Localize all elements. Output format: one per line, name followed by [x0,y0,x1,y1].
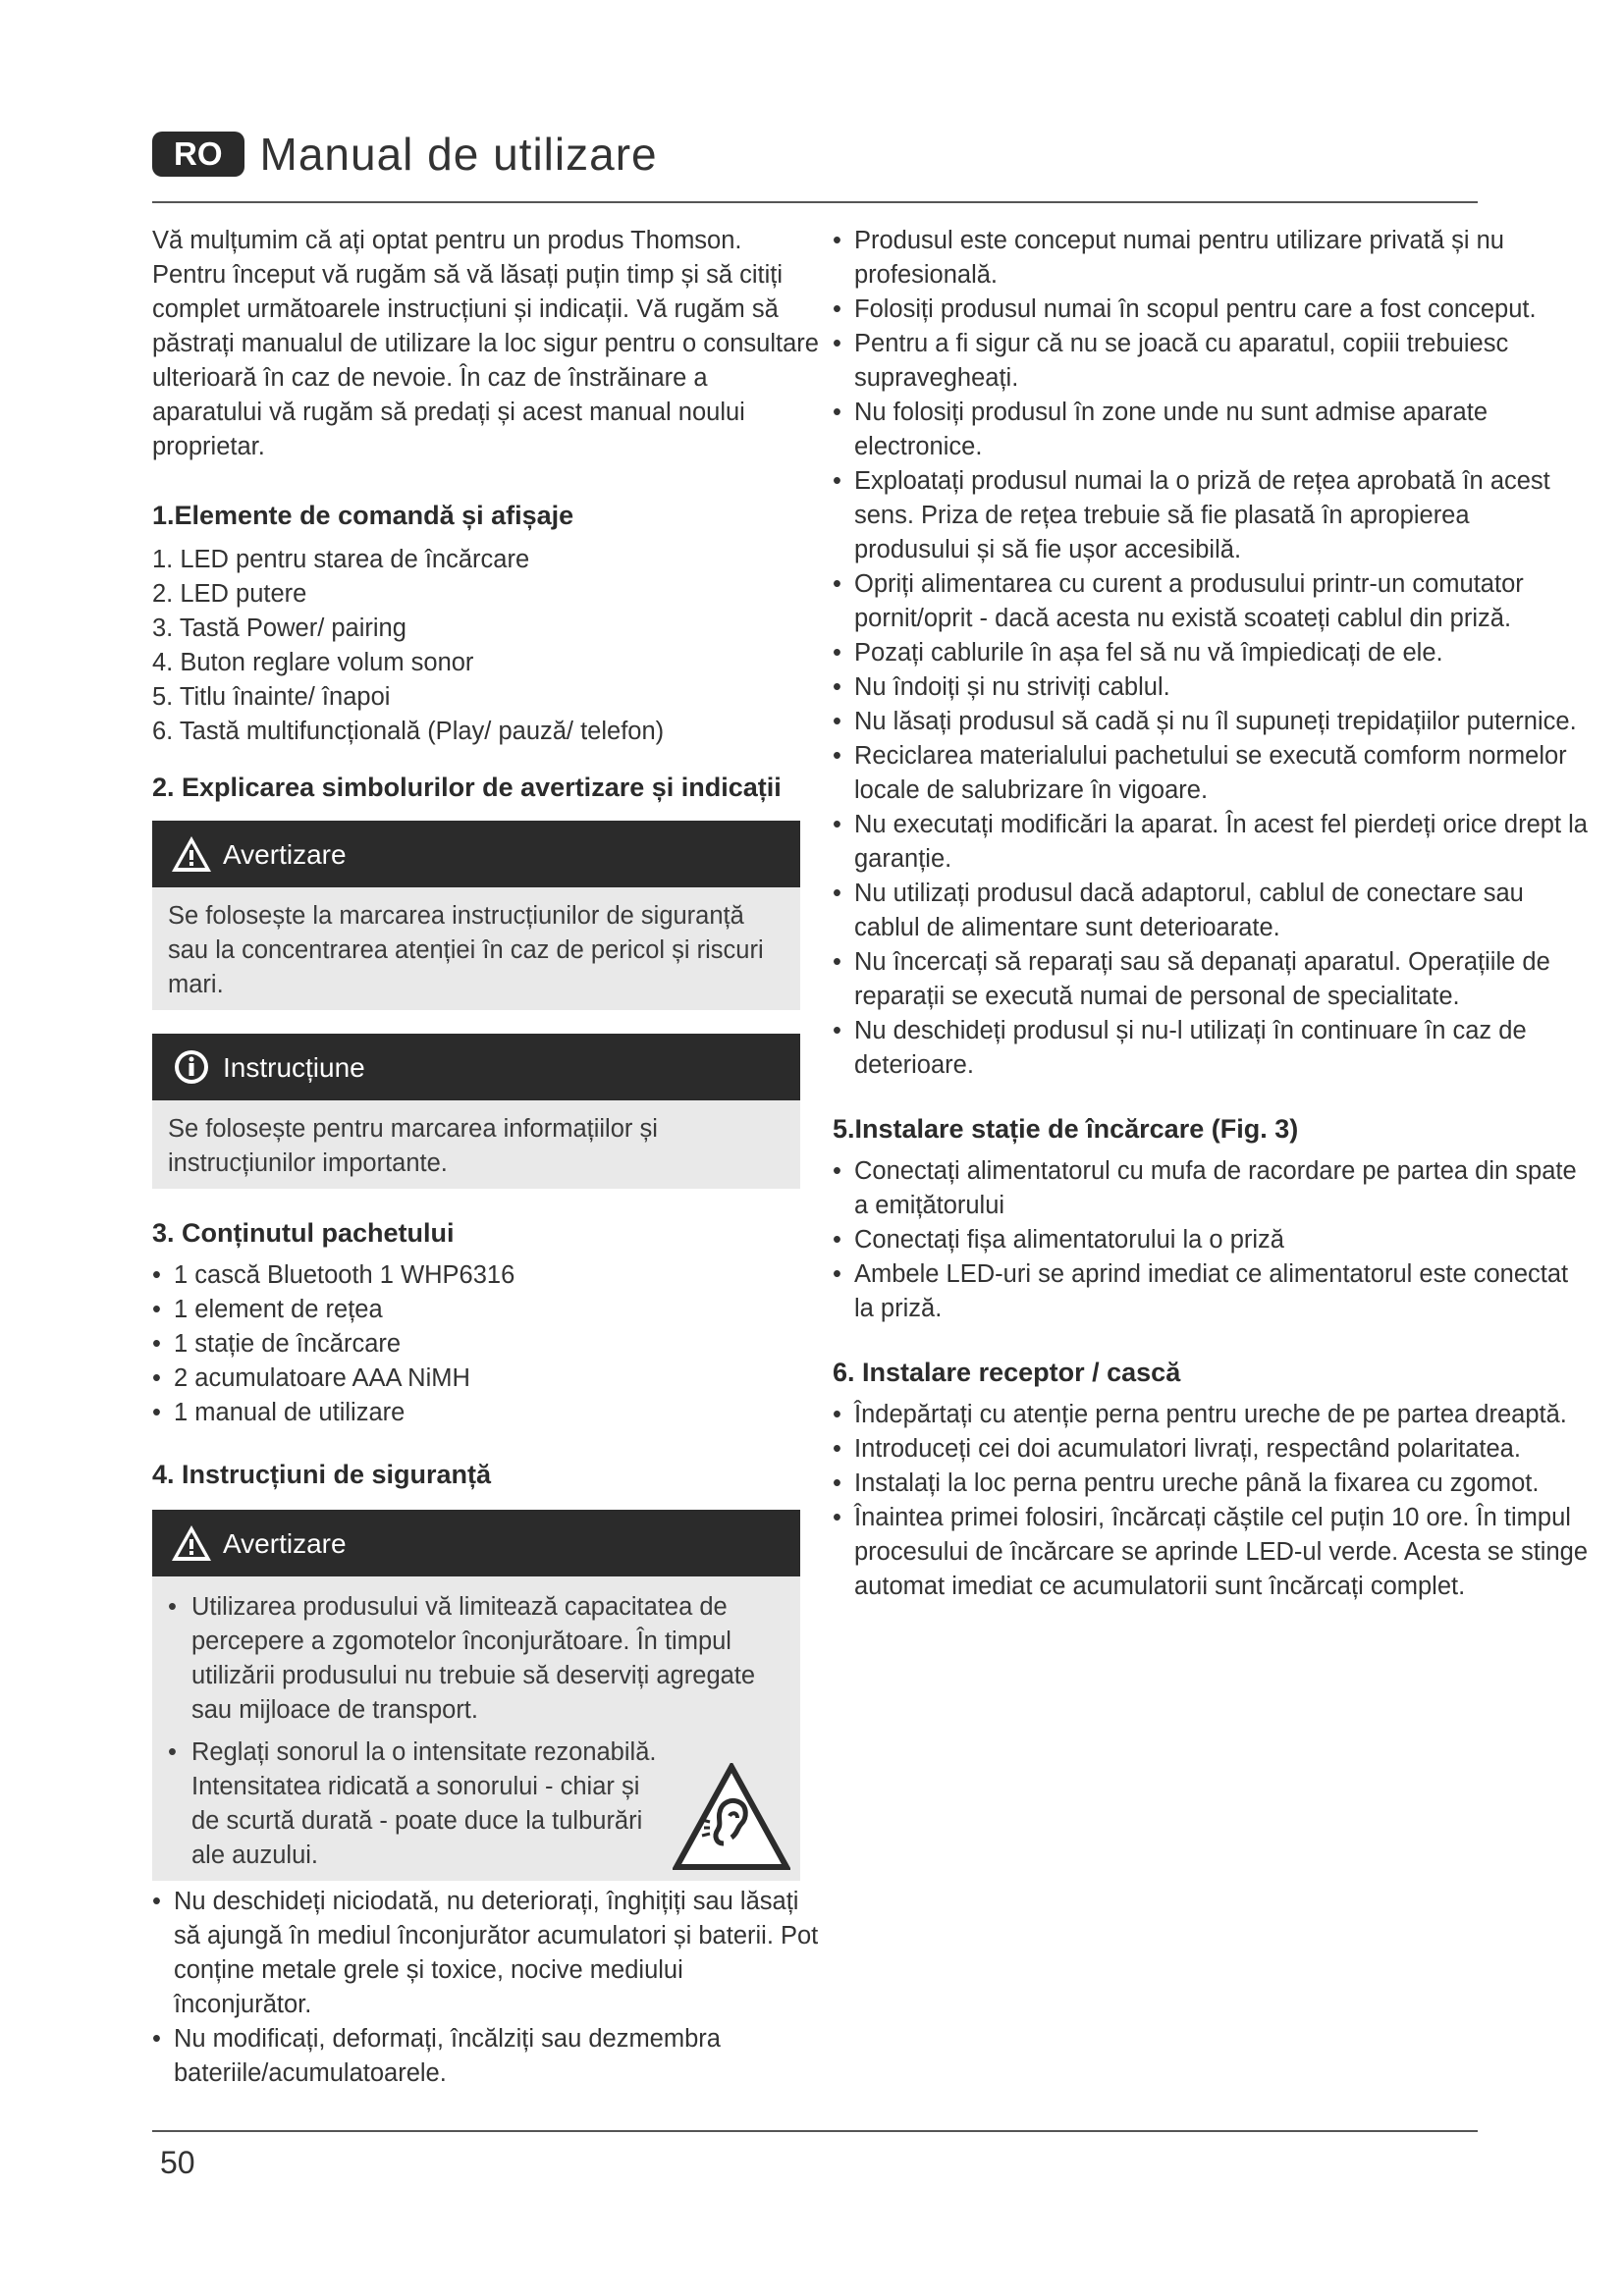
warning-box-header [152,821,800,887]
controls-list [152,543,820,749]
list-item: • 1 manual de utilizare [152,1396,820,1430]
list-item: • Nu modificați, deformați, încălziți sau dezmembra bateriile/acumulatoarele. [152,2022,820,2091]
receiver-install-list [833,1398,1589,1604]
list-item: • Nu lăsați produsul să cadă și nu îl supuneți trepidațiilor puternice. [833,705,1589,739]
package-contents-list [152,1258,820,1430]
right-column [833,224,1589,1604]
warning-box-text: Se folosește la marcarea instrucțiunilor de siguranță sau la concentrarea atenției în caz de pericol și riscuri mari. [152,887,800,1010]
list-item: • Nu folosiți produsul în zone unde nu sunt admise aparate electronice. [833,396,1589,464]
info-circle-icon [170,1047,213,1087]
list-item: • Nu deschideți niciodată, nu deteriorați, înghițiți sau lăsați să ajungă în mediul înconjurător acumulatori și baterii. Pot conține metale grele și toxice, nocive mediului înconjurător. [152,1885,820,2022]
language-badge: RO [152,132,244,177]
safety-warning-box [152,1510,800,1881]
list-item: • Nu utilizați produsul dacă adaptorul, cablul de conectare sau cablul de alimentare sunt deterioarate. [833,877,1589,945]
safety-warning-header [152,1510,800,1576]
list-item: • Folosiți produsul numai în scopul pentru care a fost conceput. [833,293,1589,327]
list-item: • Nu executați modificări la aparat. În acest fel pierdeți orice drept la garanție. [833,808,1589,877]
section-2-title: 2. Explicarea simbolurilor de avertizare și indicații [152,773,782,802]
hearing-warning-icon [673,1763,790,1871]
list-item: • 2 acumulatoare AAA NiMH [152,1362,820,1396]
section-3-title: 3. Conținutul pachetului [152,1218,455,1248]
list-item: • Conectați alimentatorul cu mufa de racordare pe partea din spate a emițătorului [833,1154,1589,1223]
list-item: • Introduceți cei doi acumulatori livrați, respectând polaritatea. [833,1432,1589,1467]
section-6-title: 6. Instalare receptor / cască [833,1358,1181,1387]
left-column [152,224,820,2091]
list-item: • Produsul este conceput numai pentru utilizare privată și nu profesională. [833,224,1589,293]
list-item: • 1 cască Bluetooth 1 WHP6316 [152,1258,820,1293]
list-item: • Instalați la loc perna pentru ureche până la fixarea cu zgomot. [833,1467,1589,1501]
section-4-title: 4. Instrucțiuni de siguranță [152,1460,492,1489]
list-item: 6. Tastă multifuncțională (Play/ pauză/ telefon) [152,718,665,745]
info-box-header [152,1034,800,1100]
list-item: • Utilizarea produsului vă limitează capacitatea de percepere a zgomotelor înconjurătoare. În timpul utilizării produsului nu trebuie să deserviți agregate sau mijloace de transport. [168,1590,785,1728]
list-item: • Exploatați produsul numai la o priză de rețea aprobată în acest sens. Priza de rețea trebuie să fie plasată în apropierea produsului și să fie ușor accesibilă. [833,464,1589,567]
info-box [152,1034,800,1189]
list-item: 1. LED pentru starea de încărcare [152,546,530,573]
page-number: 50 [160,2145,195,2180]
list-item: • Nu îndoiți și nu striviți cablul. [833,670,1589,705]
footer-divider [152,2130,1478,2132]
section-5-title: 5.Instalare stație de încărcare (Fig. 3) [833,1114,1299,1144]
safety-warning-body [152,1576,800,1881]
safety-list-left [152,1885,820,2091]
charging-station-list [833,1154,1589,1326]
list-item: 3. Tastă Power/ pairing [152,614,406,642]
info-box-text: Se folosește pentru marcarea informațiilor și instrucțiunilor importante. [152,1100,800,1189]
intro-paragraph: Vă mulțumim că ați optat pentru un produs Thomson. Pentru început vă rugăm să vă lăsați puțin timp și să citiți complet următoarele instrucțiuni și indicații. Vă rugăm să păstrați manualul de utilizare la loc sigur pentru o consultare ulterioară în caz de nevoie. În caz de înstrăinare a aparatului vă rugăm să predați și acest manual noului proprietar. [152,227,819,460]
safety-list-right [833,224,1589,1083]
list-item: • Opriți alimentarea cu curent a produsului printr-un comutator pornit/oprit - dacă acesta nu există scoateți cablul din priză. [833,567,1589,636]
list-item: • Îndepărtați cu atenție perna pentru ureche de pe partea dreaptă. [833,1398,1589,1432]
warning-label: Avertizare [223,838,347,870]
list-item: 2. LED putere [152,580,307,608]
list-item: • Pozați cablurile în așa fel să nu vă împiedicați de ele. [833,636,1589,670]
document-title: Manual de utilizare [259,129,658,180]
info-label: Instrucțiune [223,1051,365,1083]
list-item: • Nu încercați să reparați sau să depanați aparatul. Operațiile de reparații se execută numai de personal de specialitate. [833,945,1589,1014]
list-item: • Nu deschideți produsul și nu-l utilizați în continuare în caz de deterioare. [833,1014,1589,1083]
warning-triangle-icon [170,1523,213,1563]
list-item: • Reciclarea materialului pachetului se execută comform normelor locale de salubrizare în vigoare. [833,739,1589,808]
page-header [152,130,658,179]
list-item: • 1 stație de încărcare [152,1327,820,1362]
warning-label: Avertizare [223,1527,347,1559]
header-divider [152,201,1478,203]
section-1-title: 1.Elemente de comandă și afișaje [152,501,574,530]
warning-triangle-icon [170,834,213,874]
warning-box [152,821,800,1010]
list-item: • Înaintea primei folosiri, încărcați căștile cel puțin 10 ore. În timpul procesului de încărcare se aprinde LED-ul verde. Acesta se stinge automat imediat ce acumulatorii sunt încărcați complet. [833,1501,1589,1604]
list-item: • 1 element de rețea [152,1293,820,1327]
list-item: 5. Titlu înainte/ înapoi [152,683,391,711]
list-item: • Conectați fișa alimentatorului la o priză [833,1223,1589,1257]
list-item: • Ambele LED-uri se aprind imediat ce alimentatorul este conectat la priză. [833,1257,1589,1326]
list-item: 4. Buton reglare volum sonor [152,649,474,676]
list-item: • Reglați sonorul la o intensitate rezonabilă. Intensitatea ridicată a sonorului - chiar și de scurtă durată - poate duce la tulburări ale auzului. [168,1735,785,1873]
list-item: • Pentru a fi sigur că nu se joacă cu aparatul, copiii trebuiesc supravegheați. [833,327,1589,396]
